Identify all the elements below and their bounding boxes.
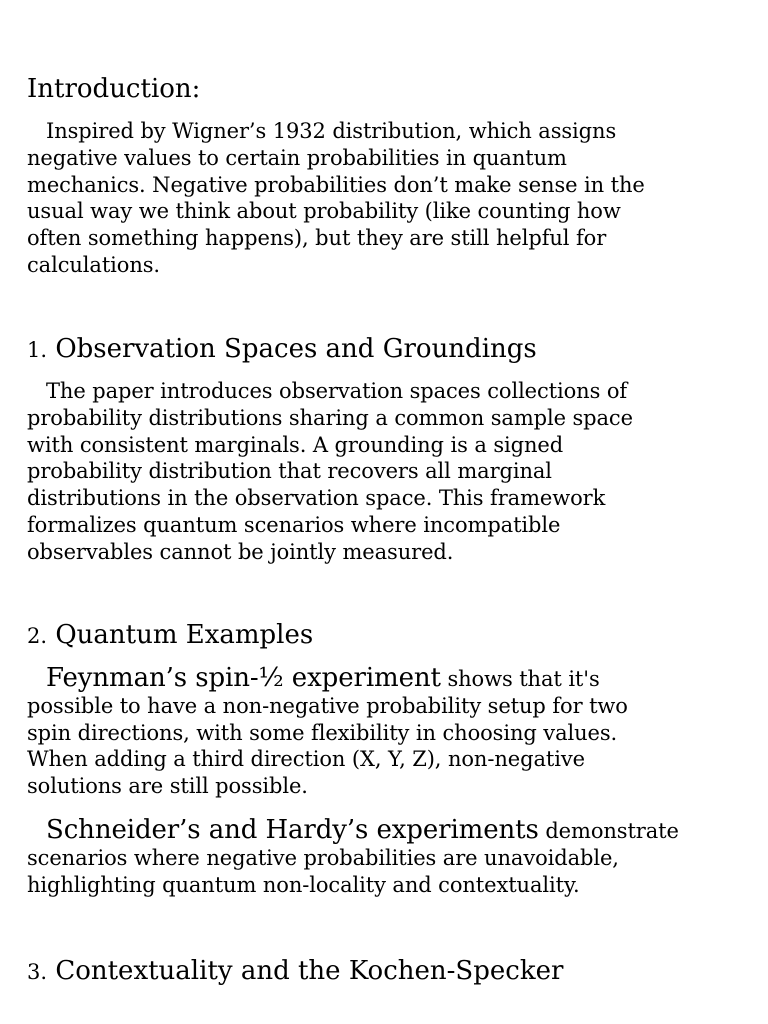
feynman-first-rest: shows that it's <box>440 667 600 691</box>
section-3-number: 3. <box>27 960 48 984</box>
schneider-hardy-lead: Schneider’s and Hardy’s experiments <box>46 815 539 845</box>
section-1-line: The paper introduces observation spaces collections of <box>46 379 628 403</box>
section-2-heading <box>27 620 313 651</box>
section-2-number: 2. <box>27 624 48 648</box>
section-1-line: probability distribution that recovers all marginal <box>27 459 552 484</box>
intro-line: Inspired by Wigner’s 1932 distribution, which assigns <box>46 119 617 143</box>
section-1-paragraph <box>27 378 741 566</box>
section-1-heading <box>27 334 537 365</box>
section-1-number: 1. <box>27 338 48 362</box>
section-2-paragraph-1 <box>27 665 741 800</box>
section-2-p1-line: spin directions, with some flexibility in choosing values. <box>27 720 618 745</box>
section-2-p2-line: scenarios where negative probabilities are unavoidable, <box>27 845 619 870</box>
section-1-title: Observation Spaces and Groundings <box>55 334 537 364</box>
section-3-heading <box>27 956 563 987</box>
section-1-line: probability distributions sharing a common sample space <box>27 405 633 430</box>
section-1-line: distributions in the observation space. This framework <box>27 486 606 511</box>
intro-line: mechanics. Negative probabilities don’t make sense in the <box>27 172 645 197</box>
section-2-p2-line: highlighting quantum non-locality and contextuality. <box>27 872 580 897</box>
section-2-title: Quantum Examples <box>55 620 314 650</box>
intro-line: negative values to certain probabilities in quantum <box>27 145 567 170</box>
intro-heading: Introduction: <box>27 74 201 104</box>
section-2-p1-line: When adding a third direction (X, Y, Z), non-negative <box>27 747 585 772</box>
section-1-line: with consistent marginals. A grounding is a signed <box>27 432 564 457</box>
section-3-title: Contextuality and the Kochen-Specker <box>55 956 564 986</box>
intro-line: often something happens), but they are still helpful for <box>27 226 607 251</box>
feynman-lead: Feynman’s spin-½ experiment <box>46 663 441 693</box>
schneider-hardy-first-rest: demonstrate <box>538 819 679 843</box>
section-2-p2-first-line <box>27 817 741 845</box>
section-2-p1-line: solutions are still possible. <box>27 774 308 799</box>
intro-paragraph <box>27 118 741 279</box>
section-2-p1-first-line <box>27 665 741 693</box>
section-2-p1-line: possible to have a non-negative probability setup for two <box>27 693 628 718</box>
section-2-paragraph-2 <box>27 817 741 898</box>
intro-line: usual way we think about probability (like counting how <box>27 199 621 224</box>
intro-line: calculations. <box>27 252 160 277</box>
section-1-line: observables cannot be jointly measured. <box>27 539 454 564</box>
section-1-line: formalizes quantum scenarios where incompatible <box>27 512 561 537</box>
